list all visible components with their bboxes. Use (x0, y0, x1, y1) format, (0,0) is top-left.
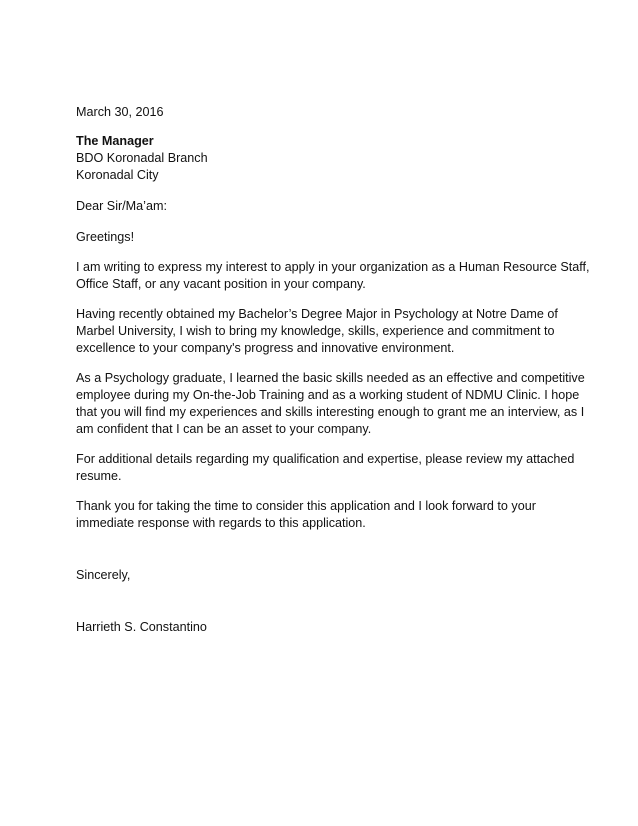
body-paragraph-5 (76, 498, 596, 532)
paragraph-line: employee during my On-the-Job Training and as a working student of NDMU Clinic. I hope (76, 388, 580, 402)
closing-text: Sincerely, (76, 568, 131, 582)
body-paragraph-3 (76, 370, 596, 438)
paragraph-line: resume. (76, 469, 122, 483)
paragraph-line: that you will find my experiences and skills interesting enough to grant me an interview, as I (76, 405, 585, 419)
recipient-address (76, 133, 596, 184)
body-paragraph-1 (76, 259, 596, 293)
paragraph-line: I am writing to express my interest to apply in your organization as a Human Resource Staff, (76, 260, 590, 274)
signature (76, 619, 596, 636)
paragraph-line: excellence to your company's progress and innovative environment. (76, 341, 455, 355)
letter-date (76, 104, 596, 121)
salutation (76, 198, 596, 215)
paragraph-line: Having recently obtained my Bachelor’s Degree Major in Psychology at Notre Dame of (76, 307, 558, 321)
greeting-text: Greetings! (76, 230, 135, 244)
paragraph-line: am confident that I can be an asset to your company. (76, 422, 372, 436)
date-text: March 30, 2016 (76, 105, 164, 119)
paragraph-line: Office Staff, or any vacant position in your company. (76, 277, 366, 291)
closing (76, 567, 596, 584)
recipient-line-2: Koronadal City (76, 168, 159, 182)
paragraph-line: For additional details regarding my qualification and expertise, please review my attached (76, 452, 575, 466)
signature-name: Harrieth S. Constantino (76, 620, 207, 634)
body-paragraph-2 (76, 306, 596, 357)
recipient-line-1: BDO Koronadal Branch (76, 151, 208, 165)
paragraph-line: As a Psychology graduate, I learned the basic skills needed as an effective and competitive (76, 371, 585, 385)
paragraph-line: Thank you for taking the time to consider this application and I look forward to your (76, 499, 536, 513)
salutation-text: Dear Sir/Ma’am: (76, 199, 167, 213)
body-paragraph-4 (76, 451, 596, 485)
paragraph-line: immediate response with regards to this application. (76, 516, 366, 530)
cover-letter (76, 104, 596, 636)
recipient-name: The Manager (76, 134, 154, 148)
greeting (76, 229, 596, 246)
paragraph-line: Marbel University, I wish to bring my knowledge, skills, experience and commitment to (76, 324, 555, 338)
